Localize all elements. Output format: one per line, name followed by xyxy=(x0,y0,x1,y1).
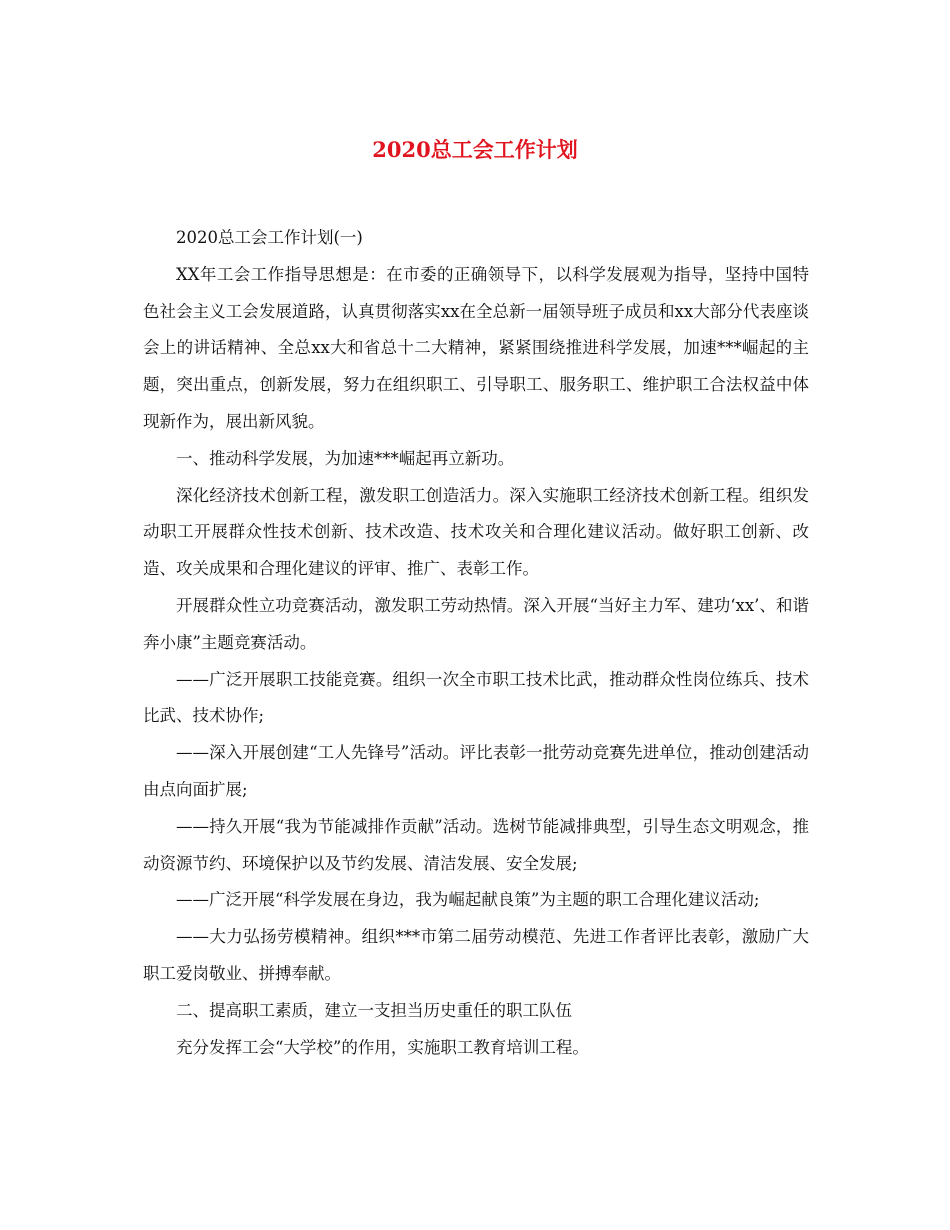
list-item-skills: ——广泛开展职工技能竞赛。组织一次全市职工技术比武，推动群众性岗位练兵、技术比武、技术协作; xyxy=(143,669,809,726)
paragraph-competition: 开展群众性立功竞赛活动，激发职工劳动热情。深入开展“当好主力军、建功‘xx’、和谐奔小康”主题竞赛活动。 xyxy=(143,595,809,652)
list-item-energy: ——持久开展“我为节能减排作贡献”活动。选树节能减排典型，引导生态文明观念，推动资源节约、环境保护以及节约发展、清洁发展、安全发展; xyxy=(143,816,809,873)
paragraph-subtitle: 2020总工会工作计划(一) xyxy=(176,228,363,247)
list-item-model-workers: ——大力弘扬劳模精神。组织***市第二届劳动模范、先进工作者评比表彰，激励广大职工爱岗敬业、拼搏奉献。 xyxy=(143,927,809,983)
list-item-suggestions: ——广泛开展“科学发展在身边，我为崛起献良策”为主题的职工合理化建议活动; xyxy=(176,890,760,910)
document-title: 2020总工会工作计划 xyxy=(372,137,578,162)
paragraph-guiding-ideology: XX年工会工作指导思想是：在市委的正确领导下，以科学发展观为指导，坚持中国特色社会主义工会发展道路，认真贯彻落实xx在全总新一届领导班子成员和xx大部分代表座谈会上的讲话精神、全总xx大和省总十二大精神，紧紧围绕推进科学发展，加速***崛起的主题，突出重点，创新发展，努力在组织职工、引导职工、服务职工、维护职工合法权益中体现新作为，展出新风貌。 xyxy=(143,264,809,431)
section-heading-2: 二、提高职工素质，建立一支担当历史重任的职工队伍 xyxy=(176,1000,572,1020)
document-body xyxy=(143,220,809,1066)
section-heading-1: 一、推动科学发展，为加速***崛起再立新功。 xyxy=(176,448,515,468)
list-item-pioneer: ——深入开展创建“工人先锋号”活动。评比表彰一批劳动竞赛先进单位，推动创建活动由点向面扩展; xyxy=(143,743,809,799)
paragraph-training: 充分发挥工会“大学校”的作用，实施职工教育培训工程。 xyxy=(176,1037,589,1057)
paragraph-innovation: 深化经济技术创新工程，激发职工创造活力。深入实施职工经济技术创新工程。组织发动职工开展群众性技术创新、技术改造、技术攻关和合理化建议活动。做好职工创新、改造、攻关成果和合理化建议的评审、推广、表彰工作。 xyxy=(143,485,809,579)
